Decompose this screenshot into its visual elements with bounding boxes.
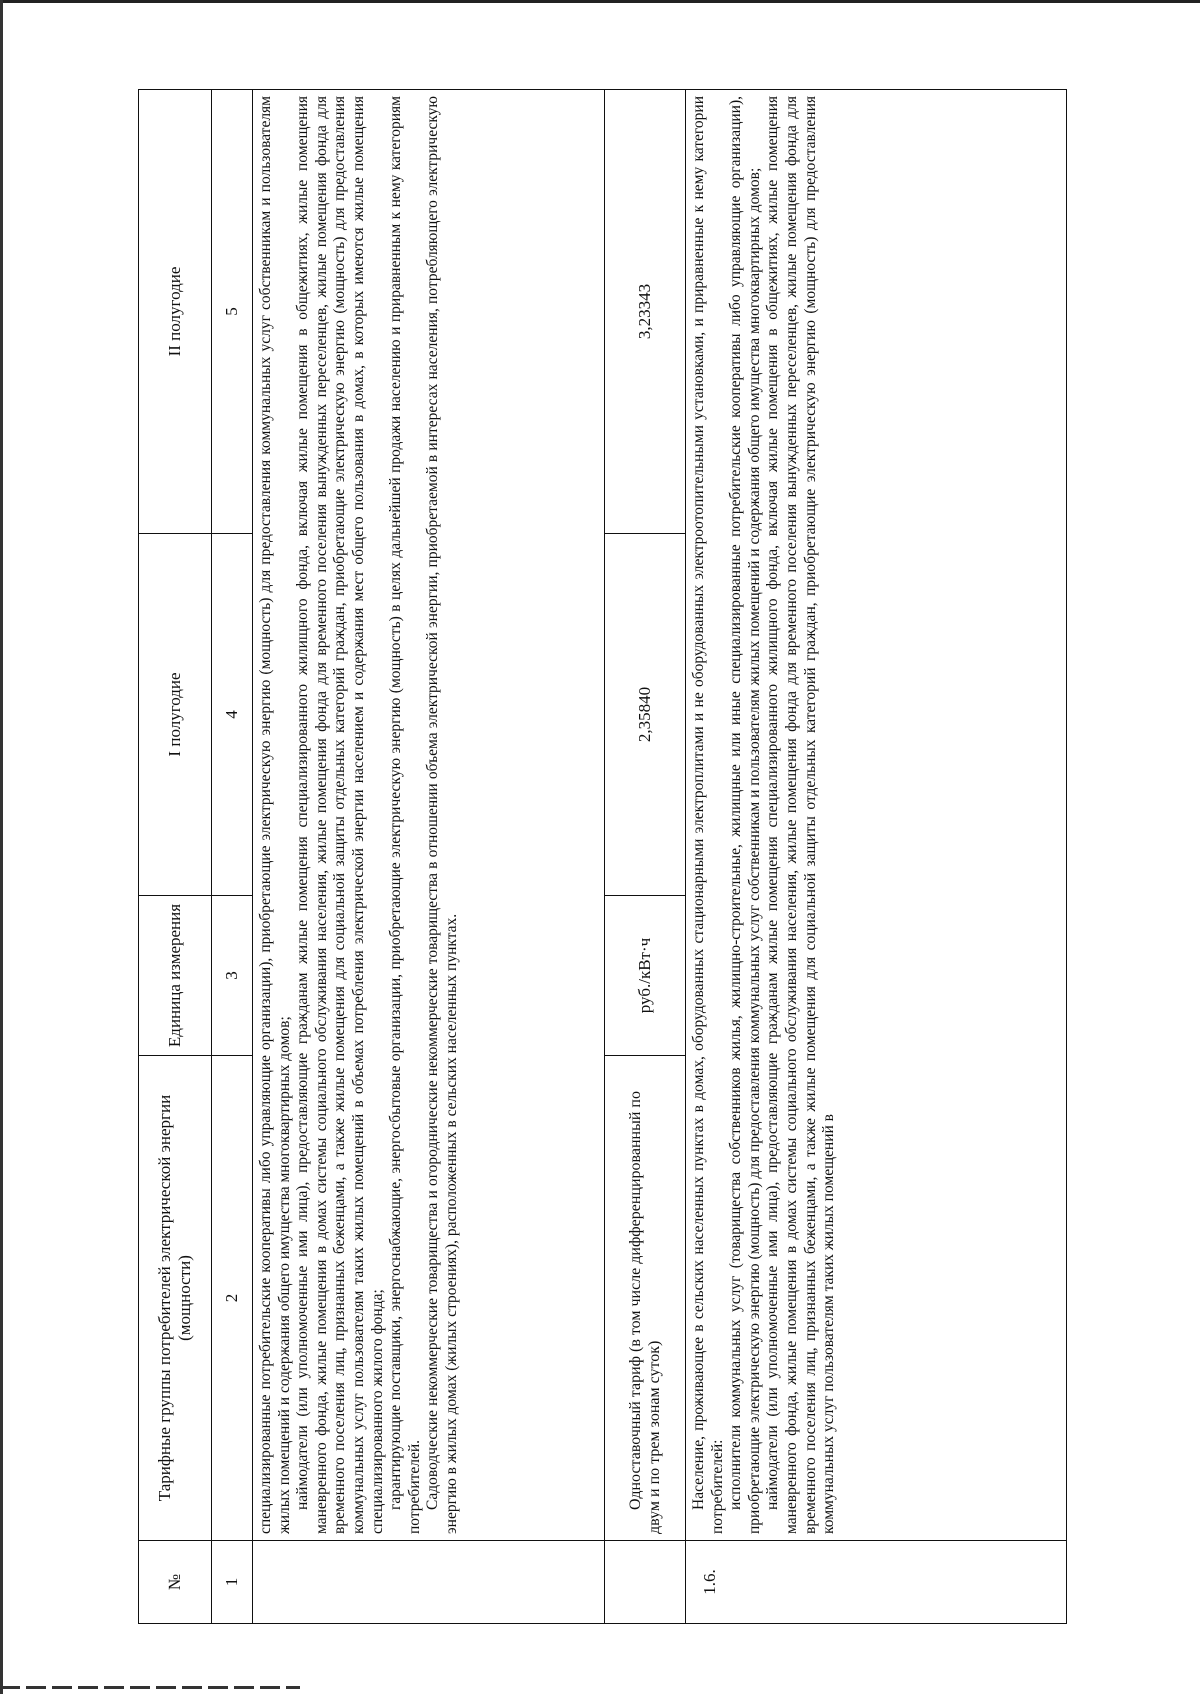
paragraph: наймодатели (или уполномоченные ими лица), предоставляющие гражданам жилые помещения специализированного жилищного фонда, включая жилые помещения в общежитиях, жилые помещения маневренного фонда, жилые помещения в домах системы социального обслуживания населения, жилые помещения фонда для временного поселения вынужденных переселенцев, жилые помещения фонда для временного поселения лиц, признанных беженцами, а также жилые помещения для социальной защиты отдельных категорий граждан, приобретающие электрическую энергию (мощность) для предоставления коммунальных услуг пользователям таких жилых помещений в объемах потребления электрической энергии населением и содержания мест общего пользования в домах, в которых имеются жилые помещения специализированного жилого фонда; xyxy=(294,96,386,1534)
tariff-unit: руб./кВт·ч xyxy=(605,896,686,1056)
paragraph: Садоводческие некоммерческие товарищества и огороднические некоммерческие товарищества в отношении объема электрической энергии, приобретаемой в интересах населения, потребляющего электрическую энергию в жилых домах (жилых строениях), расположенных в сельских населенных пунктах. xyxy=(424,96,460,1534)
column-number: 3 xyxy=(212,896,253,1056)
scan-edge-bottom xyxy=(0,1686,300,1689)
paragraph: Население, проживающее в сельских населенных пунктах в домах, оборудованных стационарными электроплитами и не оборудованных электроотопительными установками, и приравненные к нему категории потребителей: xyxy=(690,96,726,1534)
tariff-table xyxy=(138,89,1067,1624)
column-number: 2 xyxy=(212,1056,253,1541)
paragraph: наймодатели (или уполномоченные ими лица), предоставляющие гражданам жилые помещения специализированного жилищного фонда, включая жилые помещения в общежитиях, жилые помещения маневренного фонда, жилые помещения в домах системы социального обслуживания населения, жилые помещения фонда для временного поселения вынужденных переселенцев, жилые помещения фонда для временного поселения лиц, признанных беженцами, а также жилые помещения для социальной защиты отдельных категорий граждан, приобретающие электрическую энергию (мощность) для предоставления коммунальных услуг пользователям таких жилых помещений в xyxy=(764,96,838,1534)
column-number-row xyxy=(212,90,253,1624)
group-description xyxy=(686,90,1067,1541)
header-no: № xyxy=(139,1541,212,1624)
header-h2: II полугодие xyxy=(139,90,212,534)
tariff-h2-value: 3,23343 xyxy=(605,90,686,534)
tariff-h1-value: 2,35840 xyxy=(605,534,686,896)
description-row-1 xyxy=(253,90,605,1624)
row-number-cell xyxy=(253,1541,605,1624)
group-description xyxy=(253,90,605,1541)
tariff-label: Одноставочный тариф (в том числе дифференцированный по двум и по трем зонам суток) xyxy=(605,1056,686,1541)
header-group: Тарифные группы потребителей электрической энергии (мощности) xyxy=(139,1056,212,1541)
column-number: 5 xyxy=(212,90,253,534)
row-number-cell xyxy=(605,1541,686,1624)
header-unit: Единица измерения xyxy=(139,896,212,1056)
scan-edge-left xyxy=(0,0,3,1694)
row-number: 1.6. xyxy=(686,1541,1067,1624)
header-h1: I полугодие xyxy=(139,534,212,896)
paragraph: исполнители коммунальных услуг (товарищества собственников жилья, жилищно-строительные, жилищные или иные специализированные потребительские кооперативы либо управляющие организации), приобретающие электрическую энергию (мощность) для предоставления коммунальных услуг собственникам и пользователям жилых помещений и содержания общего имущества многоквартирных домов; xyxy=(727,96,763,1534)
paragraph: гарантирующие поставщики, энергоснабжающие, энергосбытовые организации, приобретающие электрическую энергию (мощность) в целях дальнейшей продажи населению и приравненным к нему категориям потребителей. xyxy=(387,96,423,1534)
column-number: 1 xyxy=(212,1541,253,1624)
rotated-page xyxy=(138,90,1067,1624)
tariff-row xyxy=(605,90,686,1624)
scan-edge-top xyxy=(0,0,1200,3)
header-row xyxy=(139,90,212,1624)
description-row-2 xyxy=(686,90,1067,1624)
column-number: 4 xyxy=(212,534,253,896)
paragraph: специализированные потребительские кооперативы либо управляющие организации), приобретающие электрическую энергию (мощность) для предоставления коммунальных услуг собственникам и пользователям жилых помещений и содержания общего имущества многоквартирных домов; xyxy=(257,96,293,1534)
